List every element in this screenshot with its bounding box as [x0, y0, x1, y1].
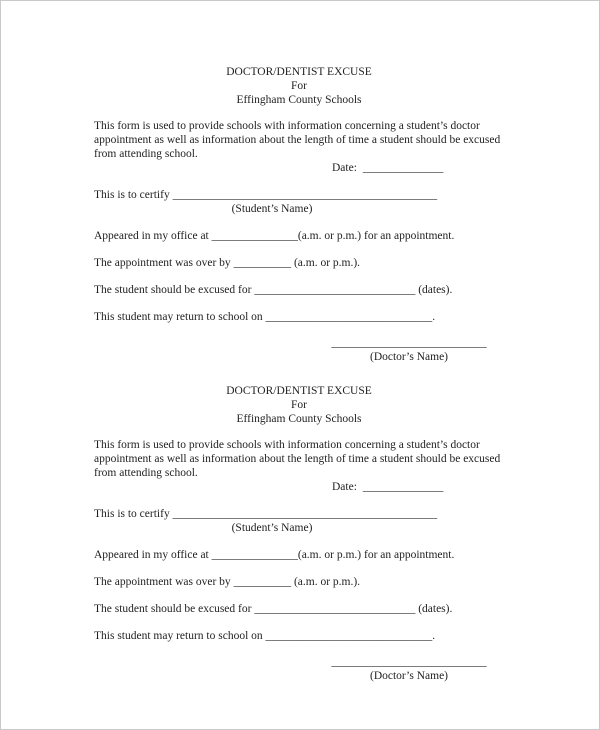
certify-label: This is to certify	[94, 508, 170, 520]
intro-line-2: appointment as well as information about the length of time a student should be excused	[94, 134, 501, 146]
excused-prefix: The student should be excused for	[94, 603, 252, 615]
date-blank-line: ______________	[362, 162, 444, 174]
form-header	[94, 65, 504, 107]
student-name-blank-line: ______________________________________________	[172, 508, 438, 520]
office-suffix: (a.m. or p.m.) for an appointment.	[297, 230, 455, 242]
return-suffix: .	[432, 630, 436, 642]
return-line	[94, 629, 504, 643]
intro-line-1: This form is used to provide schools with information concerning a student’s doctor	[94, 439, 480, 451]
office-prefix: Appeared in my office at	[94, 549, 209, 561]
form-organization: Effingham County Schools	[236, 413, 362, 425]
student-name-blank-line: ______________________________________________	[172, 189, 438, 201]
form-title: DOCTOR/DENTIST EXCUSE	[226, 66, 372, 78]
return-suffix: .	[432, 311, 436, 323]
excused-line	[94, 283, 504, 297]
over-time-blank-line: __________	[233, 576, 292, 588]
form-header	[94, 384, 504, 426]
doctor-name-caption: (Doctor’s Name)	[369, 351, 449, 363]
certify-line	[94, 507, 504, 521]
student-name-caption: (Student’s Name)	[231, 522, 313, 534]
office-suffix: (a.m. or p.m.) for an appointment.	[297, 549, 455, 561]
office-time-blank-line: _______________	[211, 549, 298, 561]
over-suffix: (a.m. or p.m.).	[293, 257, 361, 269]
return-prefix: This student may return to school on	[94, 311, 263, 323]
intro-line-3: from attending school.	[94, 467, 198, 479]
intro-line-1: This form is used to provide schools with information concerning a student’s doctor	[94, 120, 480, 132]
intro-line-2: appointment as well as information about the length of time a student should be excused	[94, 453, 501, 465]
certify-line	[94, 188, 504, 202]
excuse-form-copy-1	[94, 65, 504, 364]
excused-dates-blank-line: ____________________________	[254, 284, 416, 296]
doctor-signature-blank-line: ___________________________	[331, 337, 487, 349]
excused-dates-blank-line: ____________________________	[254, 603, 416, 615]
certify-label: This is to certify	[94, 189, 170, 201]
return-date-blank-line: _____________________________	[265, 630, 433, 642]
signature-block	[330, 655, 488, 683]
excused-suffix: (dates).	[418, 284, 453, 296]
date-line	[94, 161, 504, 175]
date-line	[94, 480, 504, 494]
over-prefix: The appointment was over by	[94, 257, 231, 269]
form-intro	[94, 438, 504, 480]
student-name-caption: (Student’s Name)	[231, 203, 313, 215]
over-prefix: The appointment was over by	[94, 576, 231, 588]
date-label: Date:	[332, 481, 357, 493]
over-suffix: (a.m. or p.m.).	[293, 576, 361, 588]
form-title: DOCTOR/DENTIST EXCUSE	[226, 385, 372, 397]
doctor-name-caption: (Doctor’s Name)	[369, 670, 449, 682]
over-line	[94, 256, 504, 270]
date-blank-line: ______________	[362, 481, 444, 493]
form-intro	[94, 119, 504, 161]
signature-block	[330, 336, 488, 364]
over-line	[94, 575, 504, 589]
over-time-blank-line: __________	[233, 257, 292, 269]
excused-line	[94, 602, 504, 616]
doctor-signature-blank-line: ___________________________	[331, 656, 487, 668]
office-prefix: Appeared in my office at	[94, 230, 209, 242]
excuse-form-copy-2	[94, 384, 504, 683]
return-line	[94, 310, 504, 324]
return-date-blank-line: _____________________________	[265, 311, 433, 323]
office-time-blank-line: _______________	[211, 230, 298, 242]
office-line	[94, 548, 504, 562]
return-prefix: This student may return to school on	[94, 630, 263, 642]
form-subtitle: For	[291, 80, 307, 92]
excused-suffix: (dates).	[418, 603, 453, 615]
form-subtitle: For	[291, 399, 307, 411]
form-organization: Effingham County Schools	[236, 94, 362, 106]
excused-prefix: The student should be excused for	[94, 284, 252, 296]
office-line	[94, 229, 504, 243]
date-label: Date:	[332, 162, 357, 174]
intro-line-3: from attending school.	[94, 148, 198, 160]
